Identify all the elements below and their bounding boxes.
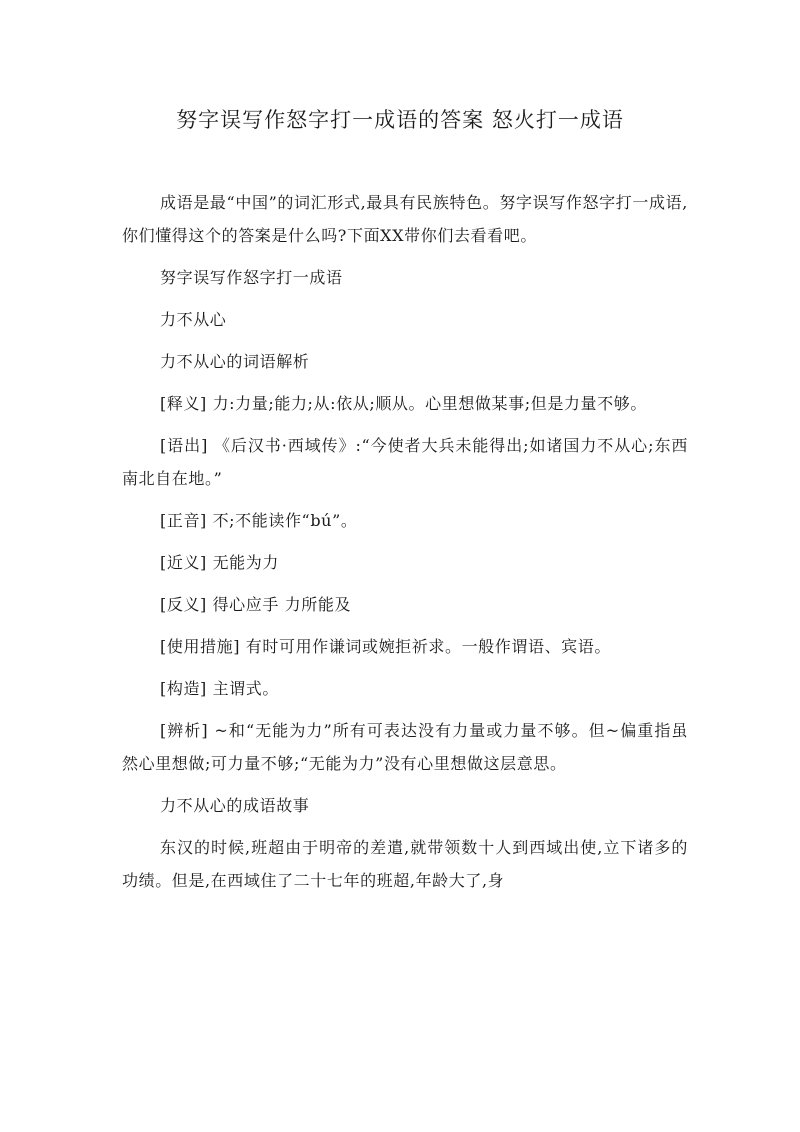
riddle-answer: 力不从心 — [160, 310, 227, 329]
riddle-heading: 努字误写作怒字打一成语 — [160, 268, 343, 287]
definition-paragraph: [释义] 力:力量;能力;从:依从;顺从。心里想做某事;但是力量不够。 — [160, 394, 647, 413]
source-paragraph: [语出] 《后汉书·西域传》:“今使者大兵未能得出;如诸国力不从心;东西南北自在地。” — [122, 436, 688, 488]
usage-paragraph: [使用措施] 有时可用作谦词或婉拒祈求。一般作谓语、宾语。 — [160, 637, 611, 656]
distinction-paragraph: [辨析] ~和“无能为力”所有可表达没有力量或力量不够。但~偏重指虽然心里想做;可力量不够;“无能为力”没有心里想做这层意思。 — [122, 721, 688, 773]
pronunciation-paragraph: [正音] 不;不能读作“bú”。 — [160, 511, 358, 530]
document-title: 努字误写作怒字打一成语的答案 怒火打一成语 — [176, 108, 624, 132]
structure-paragraph: [构造] 主谓式。 — [160, 679, 279, 698]
story-paragraph: 东汉的时候,班超由于明帝的差遣,就带领数十人到西域出使,立下诸多的功绩。但是,在西域住了二十七年的班超,年龄大了,身 — [122, 838, 688, 890]
synonym-paragraph: [近义] 无能为力 — [160, 553, 279, 572]
analysis-heading: 力不从心的词语解析 — [160, 352, 310, 371]
document-body — [122, 186, 688, 906]
intro-paragraph: 成语是最“中国”的词汇形式,最具有民族特色。努字误写作怒字打一成语,你们懂得这个的答案是什么吗?下面XX带你们去看看吧。 — [122, 193, 688, 245]
antonym-paragraph: [反义] 得心应手 力所能及 — [160, 595, 352, 614]
story-heading: 力不从心的成语故事 — [160, 796, 310, 815]
